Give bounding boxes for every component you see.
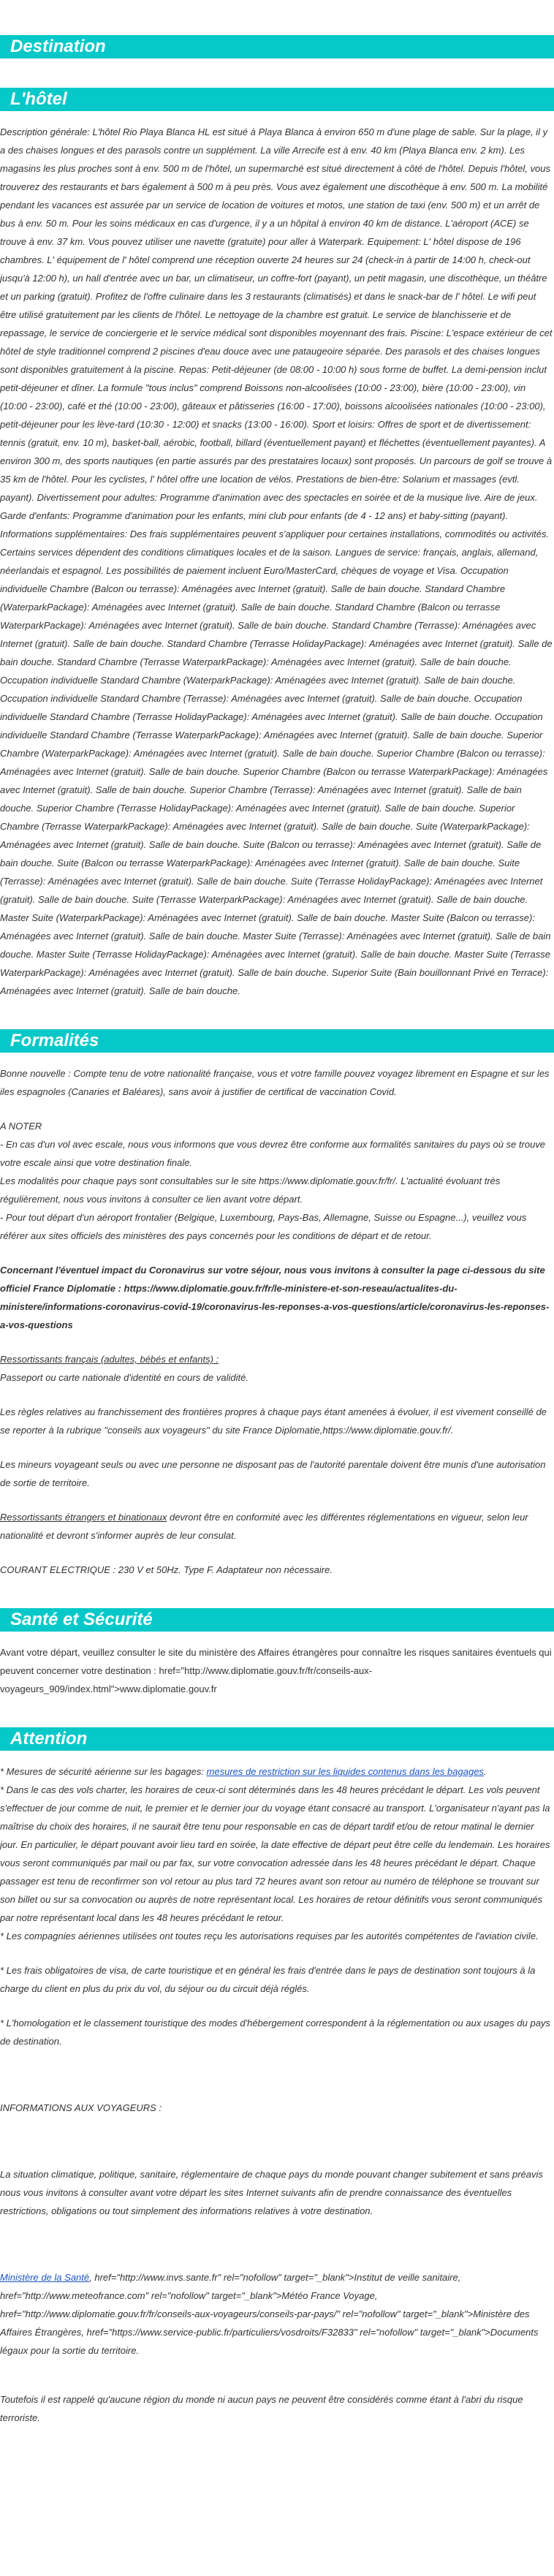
hotel-description: Description générale: L'hôtel Rio Playa Blanca HL est situé à Playa Blanca à environ 650 m d'une plage de sable. Sur la plage, il y a des chaises longues et des parasols contre un supplément. La ville Arrecife est à env. 40 km (Playa Blanca env. 2 km). Les magasins les plus proches sont à env. 500 m de l'hôtel, un supermarché est situé directement à côté de l'hôtel. Depuis l'hôtel, vous trouverez des restaurants et bars également à 500 m à peu près. Vous avez également une discothèque à env. 500 m. La mobilité pendant les vacances est assurée par un service de location de voitures et motos, une station de taxi (env. 500 m) et un arrêt de bus à env. 50 m. Pour les soins médicaux en cas d'urgence, il y a un hôpital à environ 40 km de distance. L'aéroport (ACE) se trouve à env. 37 km. Vous pouvez utiliser une navette (gratuite) pour aller à Waterpark. Equipement: L' hôtel dispose de 196 chambres. L' équipement de l' hôtel comprend une réception ouverte 24 heures sur 24 (check-in à partir de 14:00 h, check-out jusqu'à 12:00 h), un hall d'entrée avec un bar, un climatiseur, un coffre-fort (payant), un petit magasin, une discothèque, un théâtre et un parking (gratuit). Profitez de l'offre culinaire dans les 3 restaurants (climatisés) et dans le snack-bar de l' hôtel. Le wifi peut être utilisé gratuitement par les clients de l'hôtel. Le nettoyage de la chambre est gratuit. Le service de blanchisserie et de repassage, le service de conciergerie et le service médical sont disponibles moyennant des frais. Piscine: L'espace extérieur de cet hôtel de style traditionnel comprend 2 piscines d'eau douce avec une pataugeoire séparée. Des parasols et des chaises longues sont disponibles gratuitement à la piscine. Repas: Petit-déjeuner (de 08:00 - 10:00 h) sous forme de buffet. La demi-pension inclut petit-déjeuner et dîner. La formule "tous inclus" comprend Boissons non-alcoolisées (10:00 - 23:00), bière (10:00 - 23:00), vin (10:00 - 23:00), café et thé (10:00 - 23:00), gâteaux et pâtisseries (16:00 - 17:00), boissons alcoolisées nationales (10:00 - 23:00), petit-déjeuner pour les lève-tard (10:30 - 12:00) et snacks (13:00 - 16:00). Sport et loisirs: Offres de sport et de divertissement: tennis (gratuit, env. 10 m), basket-ball, aérobic, football, billard (éventuellement payant) et fléchettes (éventuellement payantes). A environ 300 m, des sports nautiques (en partie assurés par des prestataires locaux) sont proposés. Un parcours de golf se trouve à 35 km de l'hôtel. Pour les cyclistes, l' hôtel offre une location de vélos. Prestations de bien-être: Solarium et massages (evtl. payant). Divertissement pour adultes: Programme d'animation avec des spectacles en soirée et de la musique live. Aire de jeux. Garde d'enfants: Programme d'animation pour les enfants, mini club pour enfants (de 4 - 12 ans) et baby-sitting (payant). Informations supplémentaires: Des frais supplémentaires peuvent s'appliquer pour certaines installations, commodités ou activités. Certains services dépendent des conditions climatiques locales et de la saison. Langues de service: français, anglais, allemand, néerlandais et espagnol. Les possibilités de paiement incluent Euro/MasterCard, chèques de voyage et Visa. Occupation individuelle Chambre (Balcon ou terrasse): Aménagées avec Internet (gratuit). Salle de bain douche. Standard Chambre (WaterparkPackage): Aménagées avec Internet (gratuit). Salle de bain douche. Standard Chambre (Balcon ou terrasse WaterparkPackage): Aménagées avec Internet (gratuit). Salle de bain douche. Standard Chambre (Terrasse): Aménagées avec Internet (gratuit). Salle de bain douche. Standard Chambre (Terrasse HolidayPackage): Aménagées avec Internet (gratuit). Salle de bain douche. Standard Chambre (Terrasse WaterparkPackage): Aménagées avec Internet (gratuit). Salle de bain douche. Occupation individuelle Standard Chambre (WaterparkPackage): Aménagées avec Internet (gratuit). Salle de bain douche. Occupation individuelle Standard Chambre (Terrasse): Aménagées avec Internet (gratuit). Salle de bain douche. Occupation individuelle Standard Chambre (Terrasse HolidayPackage): Aménagées avec Internet (gratuit). Salle de bain douche. Occupation individuelle Standard Chambre (Terrasse WaterparkPackage): Aménagées avec Internet (gratuit). Salle de bain douche. Superior Chambre (WaterparkPackage): Aménagées avec Internet (gratuit). Salle de bain douche. Superior Chambre (Balcon ou terrasse): Aménagées avec Internet (gratuit). Salle de bain douche. Superior Chambre (Balcon ou terrasse WaterparkPackage): Aménagées avec Internet (gratuit). Salle de bain douche. Superior Chambre (Terrasse): Aménagées avec Internet (gratuit). Salle de bain douche. Superior Chambre (Terrasse HolidayPackage): Aménagées avec Internet (gratuit). Salle de bain douche. Superior Chambre (Terrasse WaterparkPackage): Aménagées avec Internet (gratuit). Salle de bain douche. Suite (WaterparkPackage): Aménagées avec Internet (gratuit). Salle de bain douche. Suite (Balcon ou terrasse): Aménagées avec Internet (gratuit). Salle de bain douche. Suite (Balcon ou terrasse WaterparkPackage): Aménagées avec Internet (gratuit). Salle de bain douche. Suite (Terrasse): Aménagées avec Internet (gratuit). Salle de bain douche. Suite (Terrasse HolidayPackage): Aménagées avec Internet (gratuit). Salle de bain douche. Suite (Terrasse WaterparkPackage): Aménagées avec Internet (gratuit). Salle de bain douche. Master Suite (WaterparkPackage): Aménagées avec Internet (gratuit). Salle de bain douche. Master Suite (Balcon ou terrasse): Aménagées avec Internet (gratuit). Salle de bain douche. Master Suite (Terrasse): Aménagées avec Internet (gratuit). Salle de bain douche. Master Suite (Terrasse HolidayPackage): Aménagées avec Internet (gratuit). Salle de bain douche. Master Suite (Terrasse WaterparkPackage): Aménagées avec Internet (gratuit). Salle de bain douche. Superior Suite (Bain bouillonnant Privé en Terrace): Aménagées avec Internet (gratuit). Salle de bain douche.: [0, 126, 553, 996]
terrorisme-text: Toutefois il est rappelé qu'aucune région du monde ni aucun pays ne peuvent être considérés comme étant à l'abri du risque terroriste.: [0, 2394, 523, 2423]
destination-section: [0, 35, 554, 58]
ressortissants-francais-heading: Ressortissants français (adultes, bébés et enfants) :: [0, 1354, 219, 1365]
formalites-intro: Bonne nouvelle : Compte tenu de votre nationalité française, vous et votre famille pouvez voyagez librement en Espagne et sur les iles espagnoles (Canaries et Baléares), sans avoir à justifier de certificat de vaccination Covid.: [0, 1068, 550, 1097]
frontieres-text: Les règles relatives au franchissement des frontières propres à chaque pays étant amenées à évoluer, il est vivement conseillé de se reporter à la rubrique "conseils aux voyageurs" du site France Diplomatie,https://www.diplomatie.gouv.fr/.: [0, 1406, 547, 1436]
note-line: - En cas d'un vol avec escale, nous vous informons que vous devrez être conforme aux formalités sanitaires du pays où se trouve votre escale ainsi que votre destination finale.: [0, 1139, 546, 1168]
ressortissants-etrangers: [0, 1508, 554, 1545]
situation-text: La situation climatique, politique, sanitaire, réglementaire de chaque pays du monde pouvant changer subitement et sans préavis nous vous invitons à consulter avant votre départ les sites Internet suivants afin de prendre connaissance des éventuelles restrictions, obligations ou tout simplement des informations relatives à votre destination.: [0, 2169, 543, 2216]
attention-header: Attention: [0, 1727, 554, 1751]
note-line: Les modalités pour chaque pays sont consultables sur le site https://www.diplomatie.gouv.fr/fr/. L'actualité évoluant très régulièrement, nous vous invitons à consulter ce lien avant votre départ.: [0, 1175, 501, 1205]
note-line: - Pour tout départ d'un aéroport frontalier (Belgique, Luxembourg, Pays-Bas, Allemagne, Suisse ou Espagne...), veuillez vous référer aux sites officiels des ministères des pays concernés pour les conditions de départ et de retour.: [0, 1212, 527, 1241]
horaires-text: * Dans le cas des vols charter, les horaires de ceux-ci sont déterminés dans les 48 heures précédant le départ. Les vols peuvent s'effectuer de jour comme de nuit, le premier et le dernier jour du voyage étant consacré au transport. L'organisateur n'ayant pas la maîtrise du choix des horaires, il ne saurait être tenu pour responsable en cas de départ tardif et/ou de retour matinal le dernier jour. En particulier, le départ pouvant avoir lieu tard en soirée, la date effective de départ peut être celle du lendemain. Les horaires vous seront communiqués par mail ou par fax, sur votre convocation adressée dans les 48 heures précédant le départ. Chaque passager est tenu de reconfirmer son vol retour au plus tard 72 heures avant son retour au numéro de téléphone se trouvant sur son billet ou sur sa convocation ou auprès de notre représentant local. Les horaires de retour définitifs vous seront communiqués par notre représentant local dans les 48 heures précédant le retour.: [0, 1784, 550, 1923]
sante-text: Avant votre départ, veuillez consulter le site du ministère des Affaires étrangères pour connaître les risques sanitaires éventuels qui peuvent concerner votre destination : href="http://www.diplomatie.gouv.fr/fr/conseils-aux-voyageurs_909/index.html">www.diplomatie.gouv.fr: [0, 1647, 552, 1694]
ministere-sante-link[interactable]: Ministère de la Santé: [0, 2272, 90, 2283]
note-heading: A NOTER: [0, 1121, 42, 1132]
liens-utiles-text: , href="http://www.invs.sante.fr" rel="nofollow" target="_blank">Institut de veille sanitaire, href="http://www.meteofrance.com" rel="nofollow" target="_blank">Météo France Voyage, href="http://www.diplomatie.gouv.fr/fr/conseils-aux-voyageurs/conseils-par-pays/" rel="nofollow" target="_blank">Ministère des Affaires Étrangères, href="https://www.service-public.fr/particuliers/vosdroits/F32833" rel="nofollow" target="_blank">Documents légaux pour la sortie du territoire.: [0, 2272, 539, 2356]
coronavirus-notice: Concernant l'éventuel impact du Coronavirus sur votre séjour, nous vous invitons à consulter la page ci-dessous du site officiel France Diplomatie : https://www.diplomatie.gouv.fr/fr/le-ministere-et-son-reseau/actualites-du-ministere/informations-coronavirus-covid-19/coronavirus-les-reponses-a-vos-questions/article/coronavirus-les-reponses-a-vos-questions: [0, 1265, 550, 1330]
hotel-section: [0, 88, 554, 1000]
infos-voyageurs-heading: INFORMATIONS AUX VOYAGEURS :: [0, 2102, 162, 2113]
formalites-header: Formalités: [0, 1029, 554, 1053]
frais-text: * Les frais obligatoires de visa, de carte touristique et en général les frais d'entrée dans le pays de destination sont toujours à la charge du client en plus du prix du vol, du séjour ou du circuit déjà réglés.: [0, 1965, 536, 1994]
formalites-section: [0, 1029, 554, 1579]
destination-header: Destination: [0, 35, 554, 58]
liens-utiles: [0, 2268, 554, 2360]
compagnies-text: * Les compagnies aériennes utilisées ont toutes reçu les autorisations requises par les autorités compétentes de l'aviation civile.: [0, 1931, 539, 1942]
ressortissants-francais-text: Passeport ou carte nationale d'identité en cours de validité.: [0, 1372, 248, 1383]
sante-section: [0, 1608, 554, 1698]
hotel-header: L'hôtel: [0, 88, 554, 111]
liquides-link[interactable]: mesures de restriction sur les liquides contenus dans les bagages: [206, 1766, 484, 1777]
mesures-securite: [0, 1762, 554, 1781]
courant-electrique: COURANT ELECTRIQUE : 230 V et 50Hz. Type F. Adaptateur non nécessaire.: [0, 1564, 333, 1575]
attention-section: [0, 1727, 554, 2427]
sante-header: Santé et Sécurité: [0, 1608, 554, 1632]
mesures-suffix: .: [483, 1766, 487, 1777]
homologation-text: * L'homologation et le classement touristique des modes d'hébergement correspondent à la réglementation ou aux usages du pays de destination.: [0, 2018, 550, 2047]
ressortissants-etrangers-heading: Ressortissants étrangers et binationaux: [0, 1512, 167, 1523]
ressortissants-etrangers-text: devront être en conformité avec les différentes réglementations en vigueur, selon leur nationalité et devront s'informer auprès de leur consulat.: [0, 1512, 528, 1541]
mineurs-text: Les mineurs voyageant seuls ou avec une personne ne disposant pas de l'autorité parentale doivent être munis d'une autorisation de sortie de territoire.: [0, 1459, 546, 1488]
mesures-prefix: * Mesures de sécurité aérienne sur les bagages:: [0, 1766, 207, 1777]
